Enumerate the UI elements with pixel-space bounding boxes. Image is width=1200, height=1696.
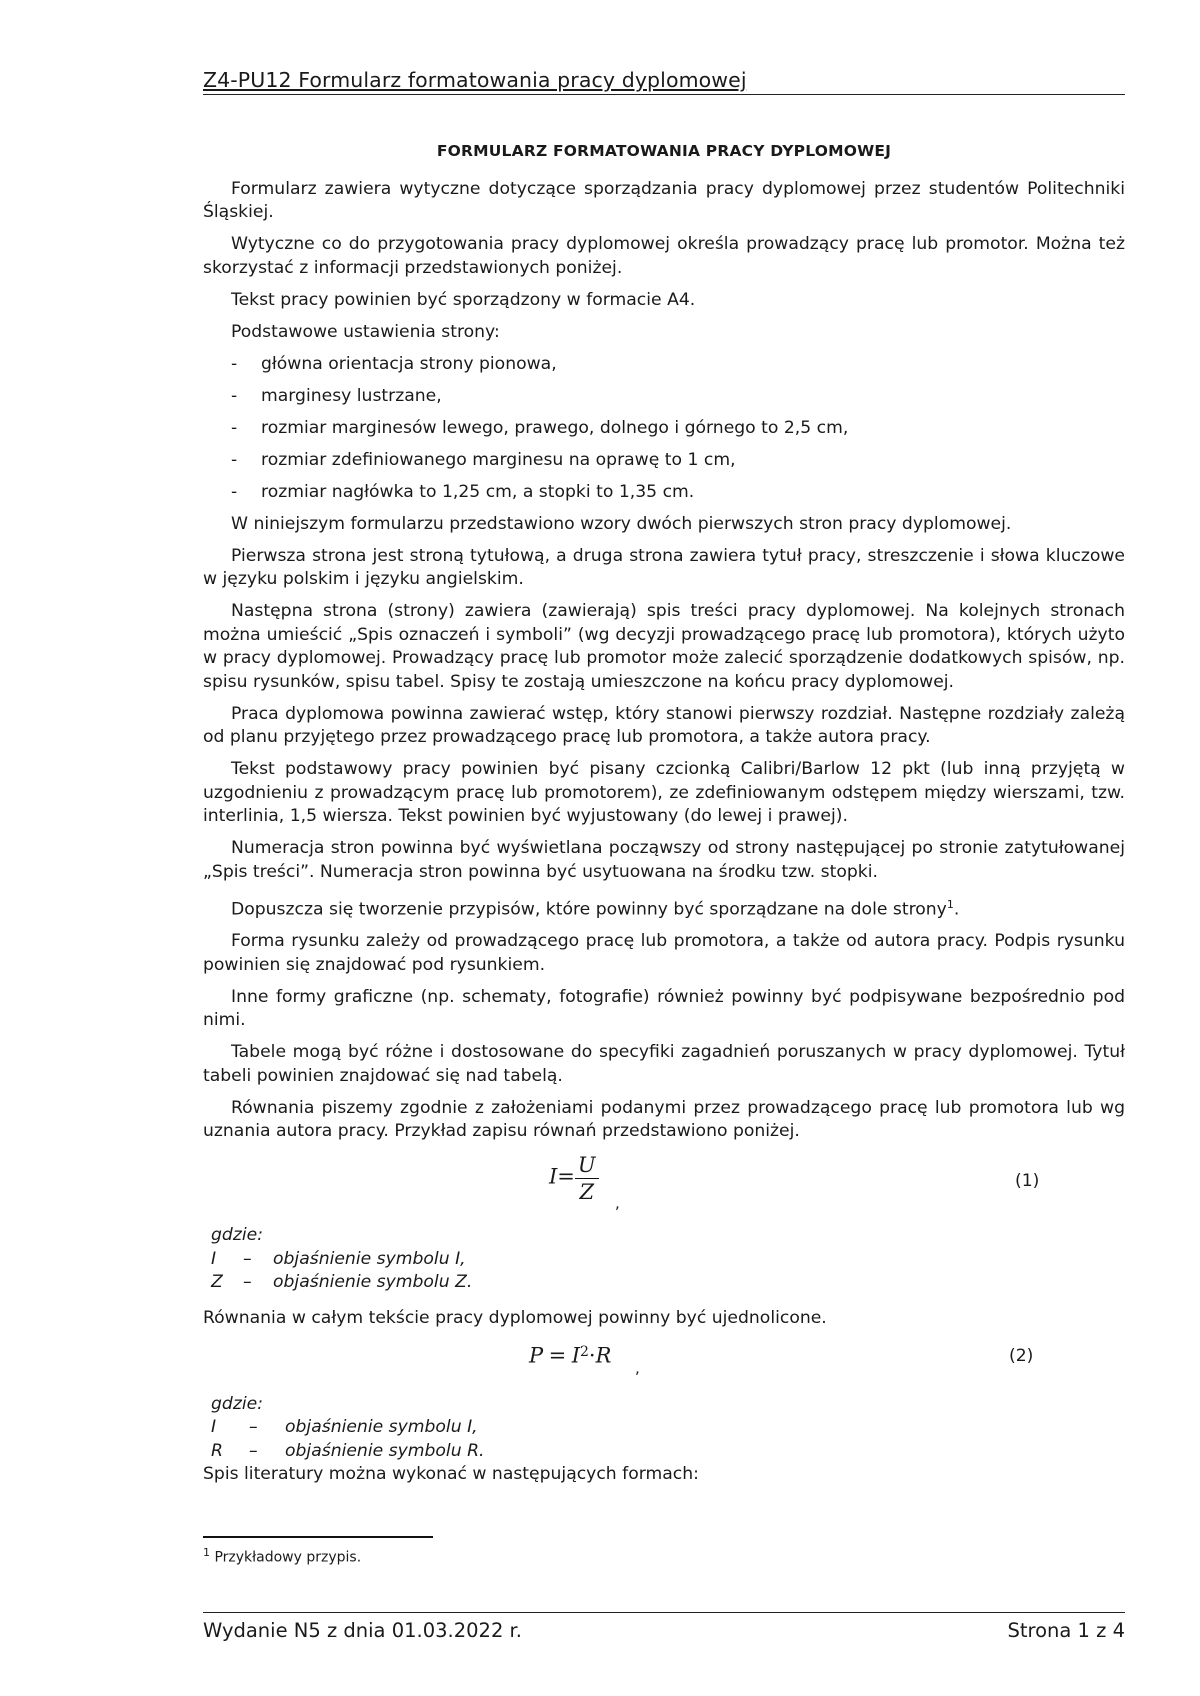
paragraph: Forma rysunku zależy od prowadzącego pracę lub promotora, a także od autora pracy. Podpis rysunku powinien się znajdować pod rysunkiem. <box>203 931 1125 975</box>
definition-row <box>211 1416 1125 1440</box>
footer-edition: Wydanie N5 z dnia 01.03.2022 r. <box>203 1619 522 1642</box>
definition-dash: – <box>243 1272 252 1293</box>
paragraph: Podstawowe ustawienia strony: <box>231 321 500 342</box>
footnote <box>203 1546 361 1566</box>
list-item: - rozmiar marginesów lewego, prawego, dolnego i górnego to 2,5 cm, <box>203 417 1125 441</box>
eq1-lhs: I <box>549 1164 558 1189</box>
definition-symbol: I <box>211 1417 217 1438</box>
paragraph: Tabele mogą być różne i dostosowane do specyfiki zagadnień poruszanych w pracy dyplomowej. Tytuł tabeli powinien znajdować się nad tabelą. <box>203 1042 1125 1086</box>
eq2-lhs: P <box>529 1343 544 1368</box>
paragraph: Tekst pracy powinien być sporządzony w formacie A4. <box>231 289 696 310</box>
paragraph-text: Dopuszcza się tworzenie przypisów, które powinny być sporządzane na dole strony <box>231 899 947 920</box>
definition-row <box>211 1440 1125 1464</box>
document-body <box>203 140 1125 1495</box>
page-header <box>203 68 1125 95</box>
equation-1 <box>203 1152 1125 1216</box>
paragraph: Następna strona (strony) zawiera (zawierają) spis treści pracy dyplomowej. Na kolejnych stronach można umieścić „Spis oznaczeń i symboli” (wg decyzji prowadzącego pracę lub promotora), których użyto w pracy dyplomowej. Prowadzący pracę lub promotor może zalecić sporządzenie dodatkowych spisów, np. spisu rysunków, spisu tabel. Spisy te zostają umieszczone na końcu pracy dyplomowej. <box>203 601 1125 692</box>
document-title: FORMULARZ FORMATOWANIA PRACY DYPLOMOWEJ <box>436 142 892 160</box>
definition-text: objaśnienie symbolu Z. <box>273 1272 473 1293</box>
paragraph: Inne formy graficzne (np. schematy, fotografie) również powinny być podpisywane bezpośrednio pod nimi. <box>203 986 1125 1031</box>
definition-dash: – <box>243 1248 252 1269</box>
paragraph: Spis literatury można wykonać w następujących formach: <box>203 1464 699 1485</box>
paragraph: Praca dyplomowa powinna zawierać wstęp, który stanowi pierwszy rozdział. Następne rozdziały zależą od planu przyjętego przez prowadzącego pracę lub promotora, a także autora pracy. <box>203 703 1125 747</box>
footnote-reference[interactable]: 1 <box>946 897 954 911</box>
paragraph: Równania w całym tekście pracy dyplomowej powinny być ujednolicone. <box>203 1307 827 1328</box>
paragraph: Pierwsza strona jest stroną tytułową, a druga strona zawiera tytuł pracy, streszczenie i słowa kluczowe w języku polskim i języku angielskim. <box>203 545 1125 589</box>
definition-symbol: I <box>211 1248 217 1269</box>
paragraph <box>203 893 1125 922</box>
definition-text: objaśnienie symbolu I, <box>285 1417 478 1438</box>
definition-row <box>211 1271 1125 1295</box>
page-settings-list <box>203 353 1125 505</box>
eq2-rhs: R <box>595 1343 612 1368</box>
paragraph: Wytyczne co do przygotowania pracy dyplomowej określa prowadzący pracę lub promotor. Można też skorzystać z informacji przedstawionych poniżej. <box>203 234 1125 278</box>
eq1-denominator: Z <box>579 1180 595 1205</box>
paragraph: Numeracja stron powinna być wyświetlana począwszy od strony następującej po stronie zatytułowanej „Spis treści”. Numeracja stron powinna być usytuowana na środku tzw. stopki. <box>203 838 1125 882</box>
footnote-text: Przykładowy przypis. <box>214 1549 362 1566</box>
eq2-comma: , <box>635 1358 640 1377</box>
eq2-equals: = <box>548 1343 567 1368</box>
paragraph: W niniejszym formularzu przedstawiono wzory dwóch pierwszych stron pracy dyplomowej. <box>231 513 1012 534</box>
paragraph-end: . <box>953 899 960 920</box>
list-item: - główna orientacja strony pionowa, <box>203 353 1125 377</box>
header-title: Z4-PU12 Formularz formatowania pracy dyplomowej <box>203 68 747 92</box>
eq1-equals: = <box>557 1164 575 1189</box>
definition-symbol: R <box>211 1440 223 1461</box>
definition-text: objaśnienie symbolu R. <box>285 1440 485 1461</box>
footer-page-number: Strona 1 z 4 <box>1007 1619 1125 1642</box>
footnote-marker: 1 <box>203 1546 210 1559</box>
eq1-numerator: U <box>575 1152 599 1179</box>
where-label: gdzie: <box>211 1225 263 1246</box>
eq2-base: I <box>571 1343 580 1368</box>
eq1-number: (1) <box>1015 1171 1040 1192</box>
eq2-dot: · <box>588 1343 596 1368</box>
paragraph: Równania piszemy zgodnie z założeniami podanymi przez prowadzącego pracę lub promotora lub wg uznania autora pracy. Przykład zapisu równań przedstawiono poniżej. <box>203 1097 1125 1142</box>
list-item: - rozmiar nagłówka to 1,25 cm, a stopki to 1,35 cm. <box>203 481 1125 505</box>
where-label: gdzie: <box>211 1393 263 1414</box>
definition-text: objaśnienie symbolu I, <box>273 1248 466 1269</box>
page-footer <box>203 1612 1125 1642</box>
eq1-fraction <box>575 1152 599 1205</box>
definition-dash: – <box>249 1417 258 1438</box>
eq1-comma: , <box>615 1194 620 1213</box>
eq2-number: (2) <box>1009 1345 1034 1366</box>
paragraph: Tekst podstawowy pracy powinien być pisany czcionką Calibri/Barlow 12 pkt (lub inną przyjętą w uzgodnieniu z prowadzącym pracę lub promotorem), ze zdefiniowanym odstępem między wierszami, tzw. interlinia, 1,5 wiersza. Tekst powinien być wyjustowany (do lewej i prawej). <box>203 759 1125 826</box>
definition-row <box>211 1248 1125 1272</box>
eq2-exponent: 2 <box>579 1343 589 1360</box>
definition-dash: – <box>249 1440 258 1461</box>
list-item: - marginesy lustrzane, <box>203 385 1125 409</box>
definition-symbol: Z <box>211 1272 223 1293</box>
paragraph: Formularz zawiera wytyczne dotyczące sporządzania pracy dyplomowej przez studentów Politechniki Śląskiej. <box>203 178 1125 222</box>
list-item: - rozmiar zdefiniowanego marginesu na oprawę to 1 cm, <box>203 449 1125 473</box>
equation-2 <box>203 1339 1125 1385</box>
footnote-separator <box>203 1536 433 1538</box>
